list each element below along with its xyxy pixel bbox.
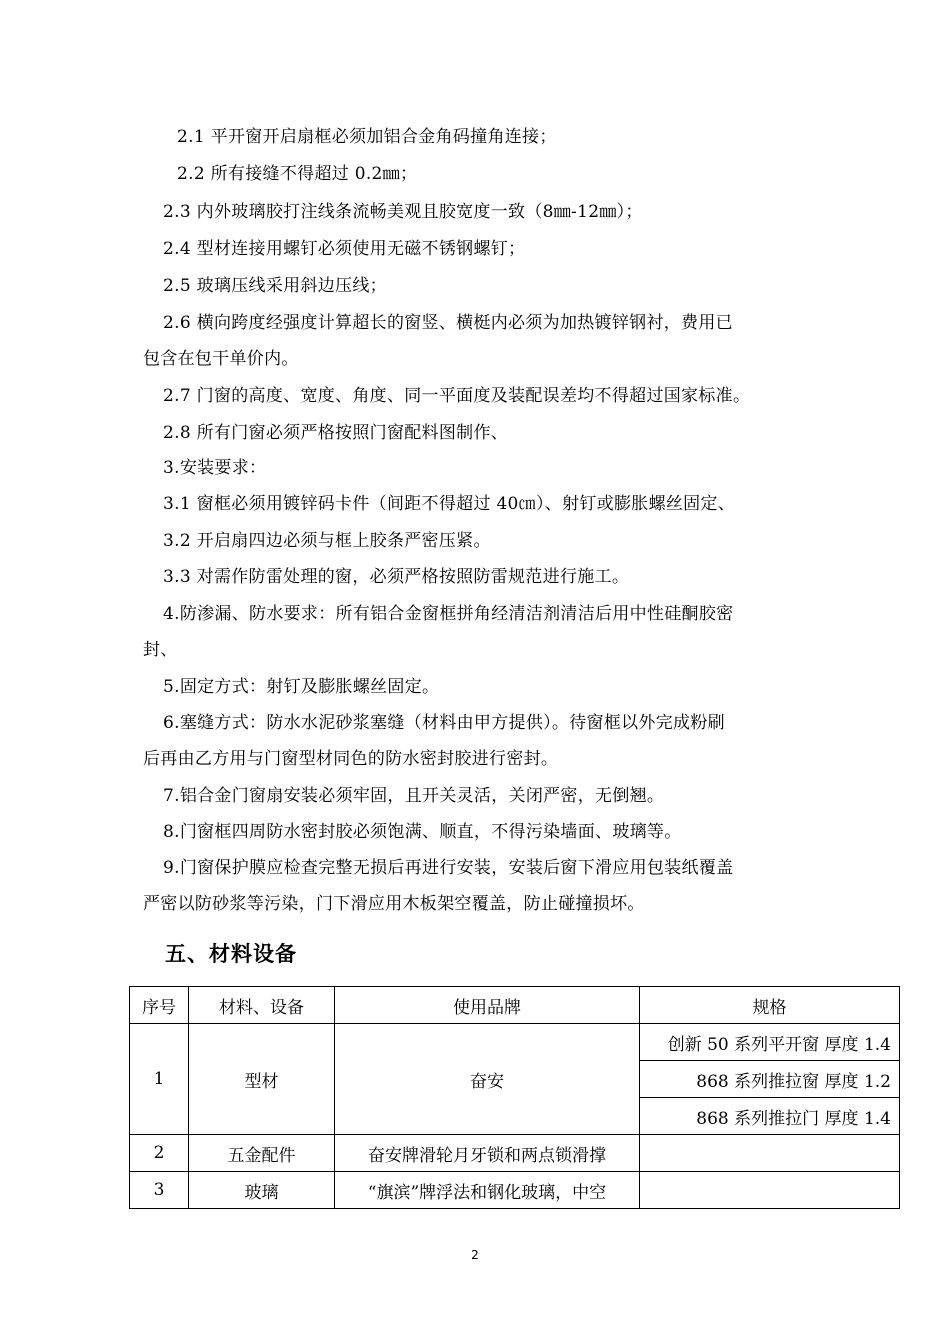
materials-table [129, 986, 900, 1209]
body-line: 7.铝合金门窗扇安装必须牢固，且开关灵活，关闭严密，无倒翘。 [163, 786, 665, 806]
table-row [130, 1135, 900, 1172]
body-line: 3.3 对需作防雷处理的窗，必须严格按照防雷规范进行施工。 [163, 567, 630, 587]
item-cell: 玻璃 [189, 1172, 335, 1209]
body-line: 2.6 横向跨度经强度计算超长的窗竖、横梃内必须为加热镀锌钢衬，费用已 [163, 313, 733, 333]
body-line: 后再由乙方用与门窗型材同色的防水密封胶进行密封。 [143, 749, 559, 769]
brand-cell: 奋安 [335, 1024, 640, 1135]
item-cell: 型材 [189, 1024, 335, 1135]
body-line: 2.5 玻璃压线采用斜边压线； [163, 276, 387, 296]
row-number-cell: 3 [130, 1172, 189, 1209]
body-line: 2.1 平开窗开启扇框必须加铝合金角码撞角连接； [177, 127, 557, 147]
body-line: 9.门窗保护膜应检查完整无损后再进行安装，安装后窗下滑应用包装纸覆盖 [163, 858, 734, 878]
spec-cell: 868 系列推拉窗 厚度 1.2 [640, 1061, 900, 1098]
spec-cell [640, 1172, 900, 1209]
body-line: 4.防渗漏、防水要求：所有铝合金窗框拼角经清洁剂清洁后用中性硅酮胶密 [163, 604, 734, 624]
brand-cell: 奋安牌滑轮月牙锁和两点锁滑撑 [335, 1135, 640, 1172]
row-number-cell: 1 [130, 1024, 189, 1135]
table-row [130, 1024, 900, 1061]
spec-cell: 868 系列推拉门 厚度 1.4 [640, 1098, 900, 1135]
header-cell: 材料、设备 [189, 987, 335, 1024]
item-cell: 五金配件 [189, 1135, 335, 1172]
body-line: 8.门窗框四周防水密封胶必须饱满、顺直，不得污染墙面、玻璃等。 [163, 822, 682, 842]
table-row [130, 1172, 900, 1209]
spec-cell [640, 1135, 900, 1172]
body-line: 2.4 型材连接用螺钉必须使用无磁不锈钢螺钉； [163, 239, 526, 259]
spec-cell: 创新 50 系列平开窗 厚度 1.4 [640, 1024, 900, 1061]
page-number: 2 [471, 1248, 479, 1262]
body-line: 3.2 开启扇四边必须与框上胶条严密压紧。 [163, 531, 491, 551]
body-line: 6.塞缝方式：防水水泥砂浆塞缝（材料由甲方提供）。待窗框以外完成粉刷 [163, 713, 725, 733]
body-line: 2.8 所有门窗必须严格按照门窗配料图制作、 [163, 423, 509, 443]
body-line: 2.2 所有接缝不得超过 0.2㎜； [177, 164, 418, 184]
section-heading: 五、材料设备 [165, 942, 297, 966]
row-number-cell: 2 [130, 1135, 189, 1172]
body-line: 2.7 门窗的高度、宽度、角度、同一平面度及装配误差均不得超过国家标准。 [163, 386, 751, 406]
brand-cell: “旗滨”牌浮法和钢化玻璃，中空 [335, 1172, 640, 1209]
header-cell: 使用品牌 [335, 987, 640, 1024]
header-cell: 序号 [130, 987, 189, 1024]
header-cell: 规格 [640, 987, 900, 1024]
body-line: 严密以防砂浆等污染，门下滑应用木板架空覆盖，防止碰撞损坏。 [143, 894, 645, 914]
body-line: 3.1 窗框必须用镀锌码卡件（间距不得超过 40㎝）、射钉或膨胀螺丝固定、 [163, 494, 736, 514]
body-line: 包含在包干单价内。 [143, 349, 299, 369]
table-header-row [130, 987, 900, 1024]
body-line: 封、 [143, 640, 178, 660]
body-line: 3.安装要求： [163, 458, 267, 478]
body-line: 2.3 内外玻璃胶打注线条流畅美观且胶宽度一致（8㎜-12㎜）； [163, 202, 643, 222]
body-line: 5.固定方式：射钉及膨胀螺丝固定。 [163, 677, 440, 697]
